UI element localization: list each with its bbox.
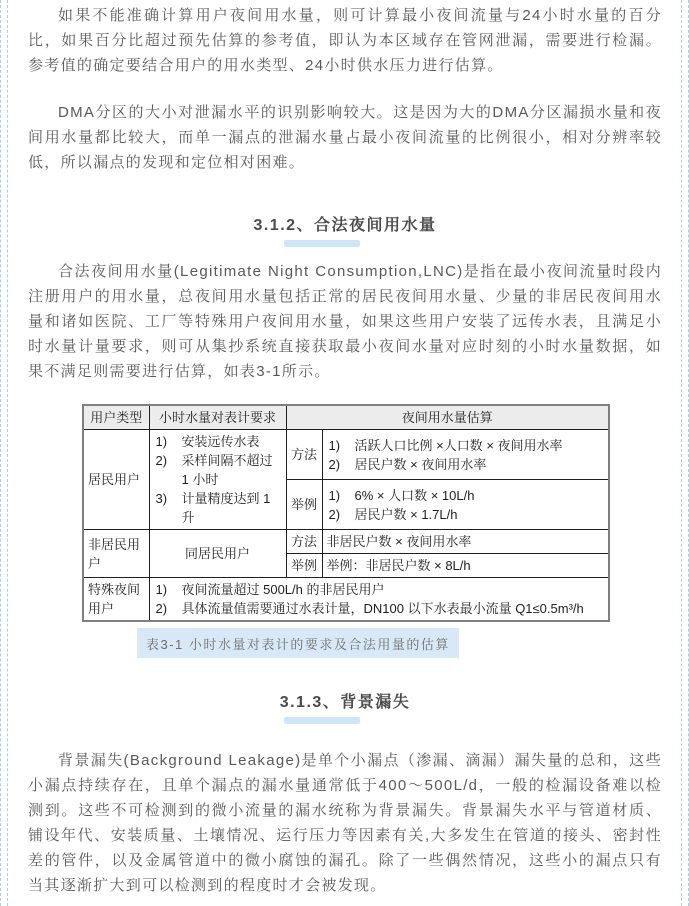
night-usage-table [82,404,610,622]
section-title: 3.1.2、合法夜间用水量 [253,217,437,234]
table-row-resident-method [83,430,609,480]
list-item [154,451,282,489]
table-row-nonresident-method [83,530,609,554]
paragraph-dma-size: DMA分区的大小对泄漏水平的识别影响较大。这是因为大的DMA分区漏损水量和夜间用水量都比较大，而单一漏点的泄漏水量占最小夜间流量的比例很小，相对分辨率较低，所以漏点的发现和定位相对困难。 [28,104,662,171]
item-text: 具体流量值需要通过水表计量，DN100 以下水表最小流量 Q1≤0.5m³/h [181,601,584,616]
item-text: 居民户数 × 1.7L/h [354,506,458,522]
cell-nonresident-user-type: 非居民用户 [83,530,149,578]
paragraph-background-leakage: 背景漏失(Background Leakage)是单个小漏点（渗漏、滴漏）漏失量的总和，这些小漏点持续存在，且单个漏点的漏水量通常低于400～500L/d，一般的检漏设备难以检测到。这些不可检测到的微小流量的漏水统称为背景漏失。背景漏失水平与管道材质、铺设年代、安装质量、土壤情况、运行压力等因素有关,大多发生在管道的接头、密封性差的管件，以及金属管道中的微小腐蚀的漏孔。除了一些偶然情况，这些小的漏点只有当其逐渐扩大到可以检测到的程度时才会被发现。 [28,752,662,894]
section-heading-3-1-3 [28,692,662,724]
cell-nonresident-example: 举例：非居民户数 × 8L/h [322,554,609,578]
item-number: 1) [155,582,168,597]
item-text: 夜间流量超过 500L/h 的非居民用户 [181,582,385,597]
heading-underline-bar [284,240,360,247]
cell-resident-examples [322,480,609,530]
cell-resident-methods [322,430,609,480]
item-number: 1) [328,487,341,503]
item-number: 2) [155,453,168,468]
cell-method-label: 方法 [286,430,322,480]
list-item [154,432,282,451]
table-row-special-user [83,578,609,622]
item-text: 采样间隔不超过 1 小时 [181,453,273,487]
item-number: 2) [328,456,341,472]
item-text: 活跃人口比例 ×人口数 × 夜间用水率 [354,437,563,453]
table-caption: 表3-1 小时水量对表计的要求及合法用量的估算 [137,628,459,658]
cell-special-items [149,578,609,622]
cell-resident-requirements [149,430,286,530]
item-number: 3) [155,491,168,506]
item-number: 2) [155,601,168,616]
paragraph-legitimate-night-consumption: 合法夜间用水量(Legitimate Night Consumption,LNC)是指在最小夜间流量时段内注册用户的用水量，总夜间用水量包括正常的居民夜间用水量、少量的非居民夜间用水量和诸如医院、工厂等特殊用户夜间用水量，如果这些用户安装了远传水表，且满足小时水量计量要求，则可从集抄系统直接获取最小夜间水量对应时刻的小时水量数据，如果不满足则需要进行估算，如表3-1所示。 [28,263,662,380]
list-item [327,486,605,505]
header-user-type: 用户类型 [83,405,149,430]
item-text: 6% × 人口数 × 10L/h [354,487,475,503]
cell-resident-user-type: 居民用户 [83,430,149,530]
item-number: 2) [328,506,341,522]
table-container [82,404,662,622]
header-night-estimation: 夜间用水量估算 [286,405,609,430]
cell-nonresident-requirements: 同居民用户 [149,530,286,578]
cell-method-label: 方法 [286,530,322,554]
list-item [154,580,605,599]
list-item [327,436,605,455]
heading-underline-bar [284,717,360,724]
section-heading-3-1-2 [28,215,662,247]
cell-nonresident-method: 非居民户数 × 夜间用水率 [322,530,609,554]
paragraph-night-usage-percentage: 如果不能准确计算用户夜间用水量，则可计算最小夜间流量与24小时水量的百分比，如果百分比超过预先估算的参考值，即认为本区域存在管网泄漏，需要进行检漏。参考值的确定要结合用户的用水类型、24小时供水压力进行估算。 [28,7,662,74]
item-text: 安装远传水表 [181,434,260,449]
item-number: 1) [328,437,341,453]
item-text: 居民户数 × 夜间用水率 [354,456,487,472]
item-text: 计量精度达到 1 升 [181,491,271,525]
section-title: 3.1.3、背景漏失 [279,694,411,711]
list-item [327,505,605,524]
article-body [7,0,682,906]
list-item [154,599,605,618]
list-item [154,489,282,527]
item-number: 1) [155,434,168,449]
cell-example-label: 举例 [286,554,322,578]
table-header-row [83,405,609,430]
cell-example-label: 举例 [286,480,322,530]
header-meter-requirement: 小时水量对表计要求 [149,405,286,430]
list-item [327,455,605,474]
cell-special-user-type: 特殊夜间用户 [83,578,149,622]
